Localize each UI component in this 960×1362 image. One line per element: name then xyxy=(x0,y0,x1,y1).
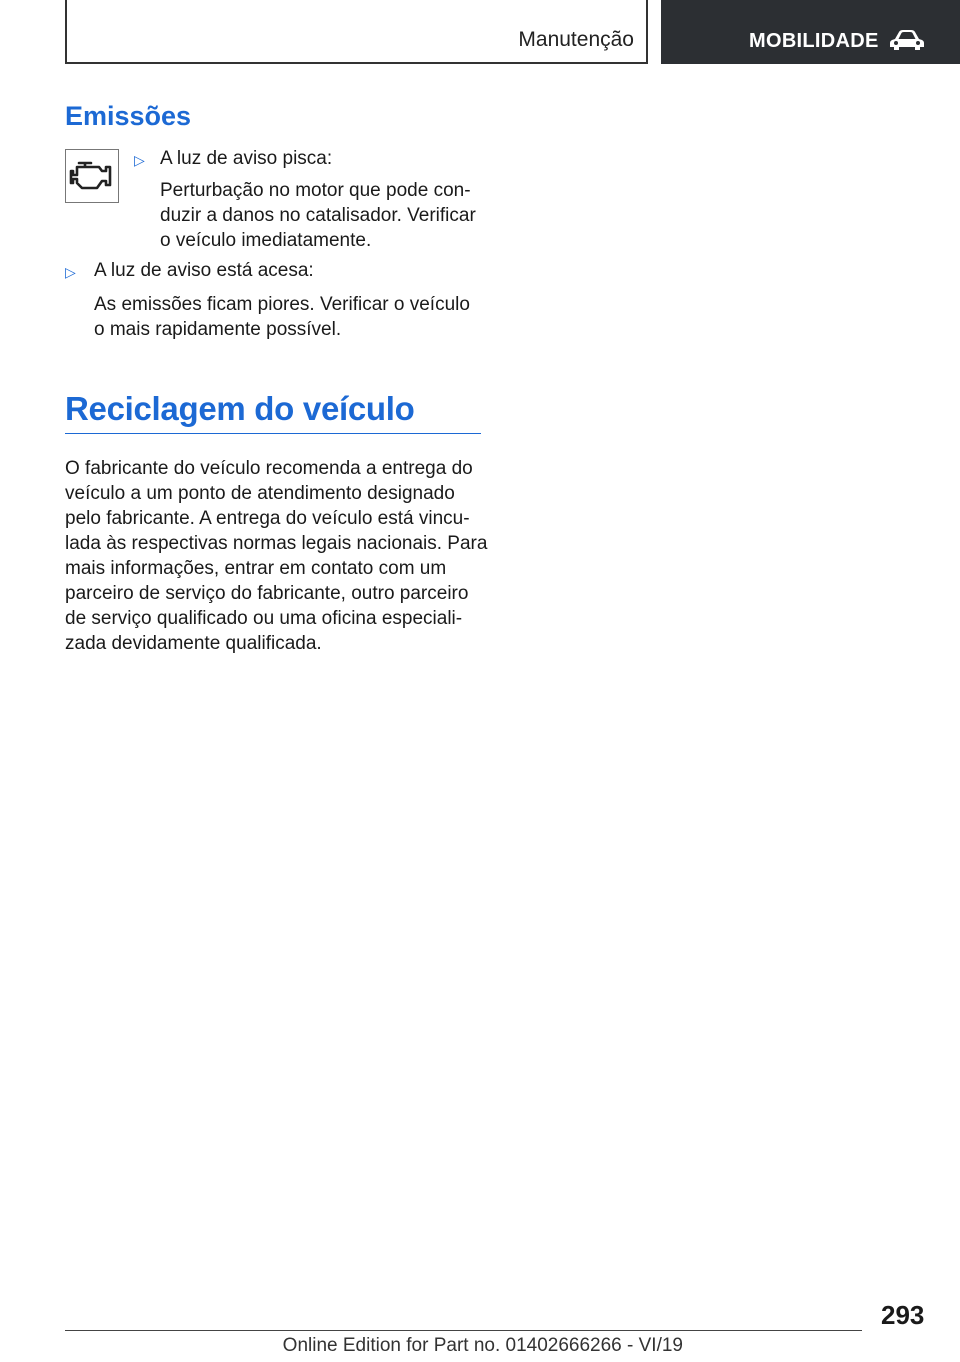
bullet-triangle-icon: ▷ xyxy=(134,152,145,168)
emission-item-1-label: A luz de aviso pisca: xyxy=(160,148,333,169)
recycling-paragraph-line: mais informações, entrar em contato com um xyxy=(65,558,447,579)
bullet-triangle-icon: ▷ xyxy=(65,264,76,280)
header-chapter-box xyxy=(661,0,960,64)
section-title-recycling: Reciclagem do veículo xyxy=(65,390,415,427)
page-number: 293 xyxy=(881,1300,925,1330)
recycling-paragraph-line: pelo fabricante. A entrega do veículo está vincu- xyxy=(65,508,470,529)
car-icon xyxy=(889,28,925,52)
engine-warning-icon-graphic xyxy=(69,156,115,196)
recycling-paragraph-line: veículo a um ponto de atendimento designado xyxy=(65,483,455,504)
footer-rule xyxy=(65,1330,862,1331)
title-underline xyxy=(65,433,481,434)
footer-edition: Online Edition for Part no. 01402666266 - VI/19 xyxy=(282,1335,683,1356)
emission-item-2-line: As emissões ficam piores. Verificar o veículo xyxy=(94,294,470,315)
emission-item-2-line: o mais rapidamente possível. xyxy=(94,319,342,340)
emission-item-2-label: A luz de aviso está acesa: xyxy=(94,260,314,281)
emission-item-1-line: o veículo imediatamente. xyxy=(160,230,372,251)
recycling-paragraph-line: zada devidamente qualificada. xyxy=(65,633,322,654)
emission-item-1-line: duzir a danos no catalisador. Verificar xyxy=(160,205,476,226)
recycling-paragraph-line: de serviço qualificado ou uma oficina especiali- xyxy=(65,608,463,629)
header-chapter-title: MOBILIDADE xyxy=(749,30,879,52)
header-section-title: Manutenção xyxy=(518,28,634,51)
header-section-box xyxy=(65,0,648,64)
engine-warning-icon xyxy=(65,149,119,203)
section-title-emissions: Emissões xyxy=(65,101,192,131)
emission-item-1-line: Perturbação no motor que pode con- xyxy=(160,180,471,201)
recycling-paragraph-line: lada às respectivas normas legais nacionais. Para xyxy=(65,533,488,554)
recycling-paragraph-line: O fabricante do veículo recomenda a entrega do xyxy=(65,458,473,479)
recycling-paragraph-line: parceiro de serviço do fabricante, outro parceiro xyxy=(65,583,469,604)
